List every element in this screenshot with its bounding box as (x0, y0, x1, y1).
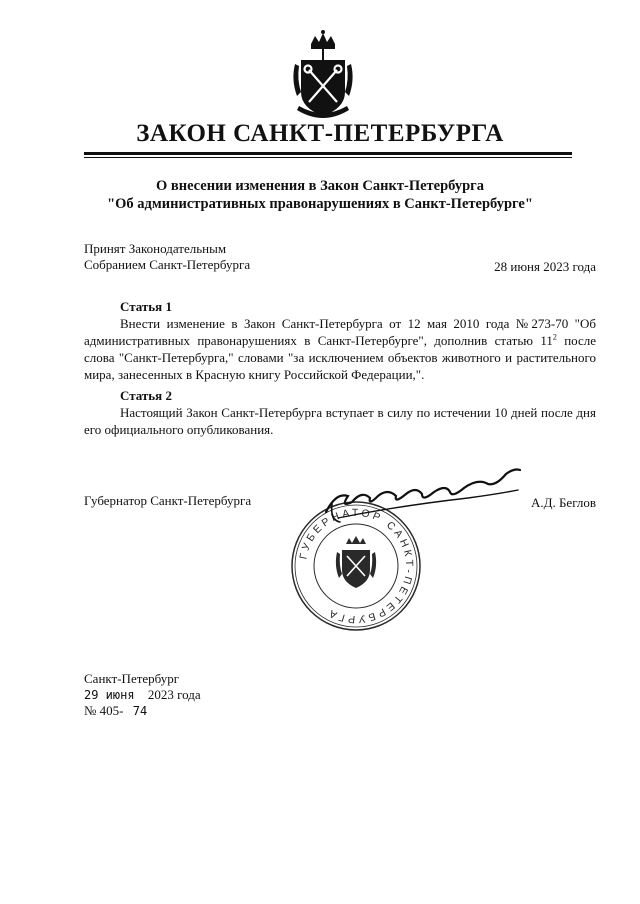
subtitle-line-2: "Об административных правонарушениях в Санкт-Петербурге" (107, 196, 533, 212)
law-number-suffix: 74 (132, 704, 148, 718)
signatory-position: Губернатор Санкт-Петербурга (84, 493, 252, 508)
article-superscript: 2 (552, 332, 557, 342)
article-1-text-part-1: Внести изменение в Закон Санкт-Петербурга от 12 мая 2010 года №273-70 "Об административных правонарушениях в Санкт-Петербурге", дополнив статью 11 (84, 316, 596, 348)
signing-year: 2023 года (147, 687, 201, 702)
seal-ring-text: ГУБЕРНАТОР САНКТ-ПЕТЕРБУРГА (297, 506, 416, 626)
coat-of-arms-icon (289, 30, 357, 126)
law-number (84, 702, 147, 720)
law-number-prefix: № 405- (84, 703, 124, 718)
place-of-signing: Санкт-Петербург (84, 671, 180, 686)
adopted-by-line-2: Собранием Санкт-Петербурга (84, 257, 251, 272)
adopted-by-line-1: Принят Законодательным (84, 241, 227, 256)
signatory-name: А.Д. Беглов (530, 495, 596, 510)
article-1-heading: Статья 1 (120, 299, 172, 314)
article-1-text (84, 315, 596, 383)
article-1-text-part-2: после слова "Санкт-Петербурга," словами "за исключением объектов животного и растительного мира, занесенных в Красную книгу Российской Федерации,". (84, 333, 597, 382)
subtitle-line-1: О внесении изменения в Закон Санкт-Петербурга (155, 178, 484, 194)
title-divider (84, 152, 572, 158)
signature-icon (318, 462, 528, 530)
article-2-heading: Статья 2 (120, 388, 172, 403)
signing-day-month: 29 июня (84, 688, 135, 702)
article-2-text: Настоящий Закон Санкт-Петербурга вступает в силу по истечении 10 дней после дня его официального опубликования. (84, 405, 596, 437)
law-title: ЗАКОН САНКТ-ПЕТЕРБУРГА (136, 120, 504, 147)
adopted-date: 28 июня 2023 года (494, 259, 596, 274)
